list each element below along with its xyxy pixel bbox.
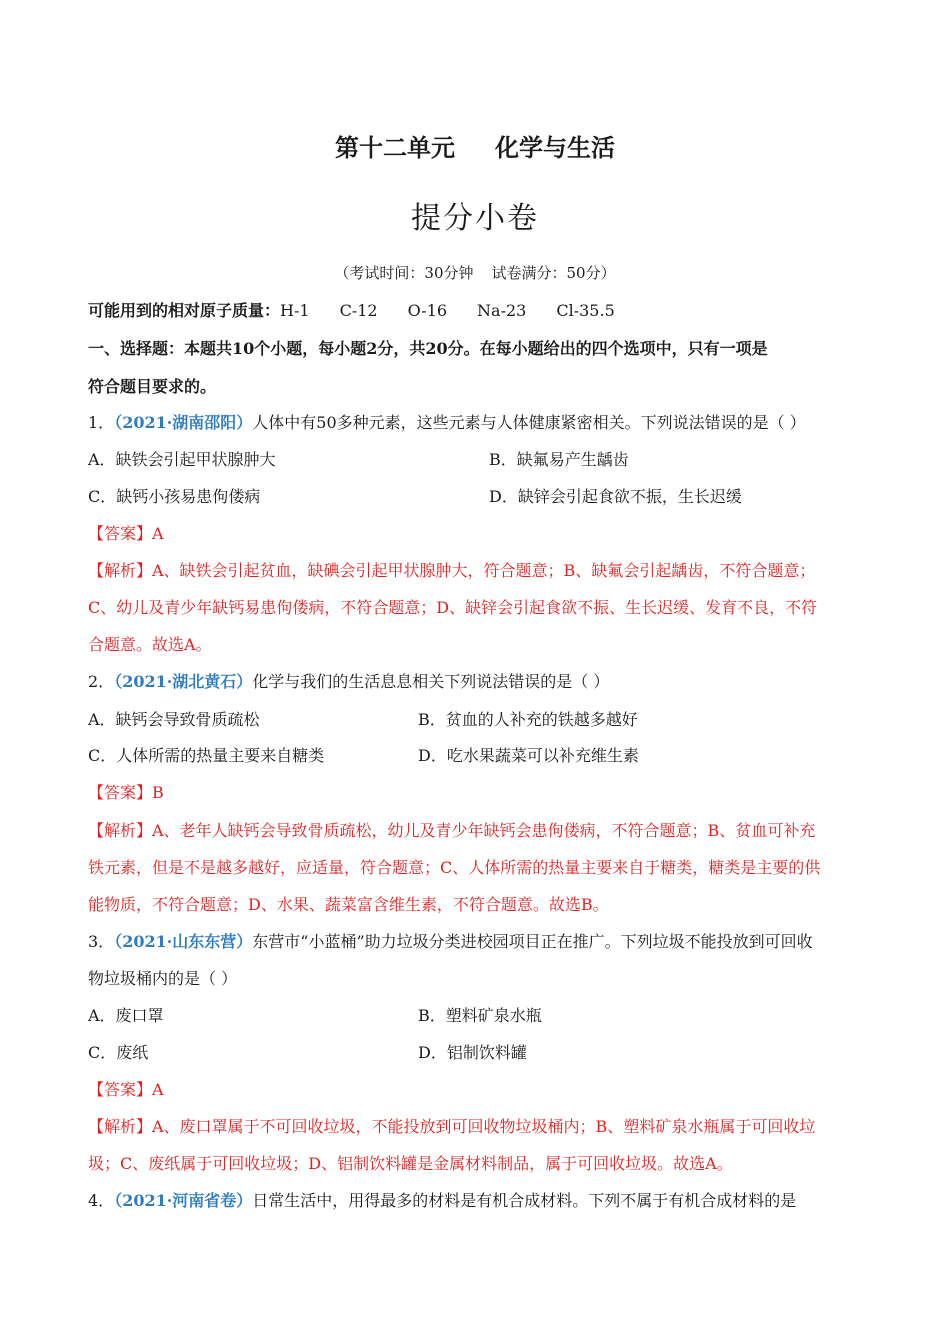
q3-option-c: C．废纸 <box>88 1043 149 1062</box>
q1-option-c: C．缺钙小孩易患佝偻病 <box>88 487 261 506</box>
question-2-stem: 2．（2021·湖北黄石）化学与我们的生活息息相关下列说法错误的是（ ） <box>88 672 610 691</box>
q1-option-b: B．缺氟易产生龋齿 <box>489 450 629 469</box>
q2-answer: 【答案】B <box>88 783 164 802</box>
q2-analysis-line: 能物质，不符合题意；D、水果、蔬菜富含维生素，不符合题意。故选B。 <box>88 895 609 914</box>
q1-analysis-line: C、幼儿及青少年缺钙易患佝偻病，不符合题意；D、缺锌会引起食欲不振、生长迟缓、发育不良，不符 <box>88 598 818 617</box>
q2-analysis-line: 【解析】A、老年人缺钙会导致骨质疏松，幼儿及青少年缺钙会患佝偻病，不符合题意；B、贫血可补充 <box>88 821 816 840</box>
question-3-stem-cont: 物垃圾桶内的是（ ） <box>88 969 238 988</box>
question-1-stem: 1．（2021·湖南邵阳）人体中有50多种元素，这些元素与人体健康紧密相关。下列说法错误的是（ ） <box>88 413 806 432</box>
q3-analysis-line: 【解析】A、废口罩属于不可回收垃圾，不能投放到可回收物垃圾桶内；B、塑料矿泉水瓶属于可回收垃 <box>88 1117 816 1136</box>
q3-option-a: A．废口罩 <box>88 1006 164 1025</box>
unit-title: 第十二单元 化学与生活 <box>335 134 615 162</box>
section-heading: 一、选择题：本题共10个小题，每小题2分，共20分。在每小题给出的四个选项中，只有一项是 <box>88 339 768 358</box>
paper-title: 提分小卷 <box>411 201 539 236</box>
atomic-mass-line: 可能用到的相对原子质量：H-1 C-12 O-16 Na-23 Cl-35.5 <box>88 301 615 320</box>
q1-analysis-line: 【解析】A、缺铁会引起贫血，缺碘会引起甲状腺肿大，符合题意；B、缺氟会引起龋齿，不符合题意； <box>88 561 816 580</box>
q2-option-a: A．缺钙会导致骨质疏松 <box>88 710 260 729</box>
q3-option-d: D．铝制饮料罐 <box>418 1043 527 1062</box>
q2-analysis-line: 铁元素，但是不是越多越好，应适量，符合题意；C、人体所需的热量主要来自于糖类，糖类是主要的供 <box>88 858 821 877</box>
exam-info: （考试时间：30分钟 试卷满分：50分） <box>334 264 616 282</box>
question-3-stem: 3．（2021·山东东营）东营市“小蓝桶”助力垃圾分类进校园项目正在推广。下列垃圾不能投放到可回收 <box>88 932 813 951</box>
q3-option-b: B．塑料矿泉水瓶 <box>418 1006 542 1025</box>
section-heading-cont: 符合题目要求的。 <box>88 377 217 396</box>
q1-option-d: D．缺锌会引起食欲不振，生长迟缓 <box>489 487 742 506</box>
question-4-stem: 4．（2021·河南省卷）日常生活中，用得最多的材料是有机合成材料。下列不属于有机合成材料的是 <box>88 1191 797 1210</box>
q2-option-d: D．吃水果蔬菜可以补充维生素 <box>418 746 639 765</box>
q1-option-a: A．缺铁会引起甲状腺肿大 <box>88 450 276 469</box>
q1-analysis-line: 合题意。故选A。 <box>88 635 212 654</box>
q3-analysis-line: 圾；C、废纸属于可回收垃圾；D、铝制饮料罐是金属材料制品，属于可回收垃圾。故选A。 <box>88 1154 733 1173</box>
q2-option-b: B．贫血的人补充的铁越多越好 <box>418 710 638 729</box>
q1-answer: 【答案】A <box>88 524 164 543</box>
q2-option-c: C．人体所需的热量主要来自糖类 <box>88 746 325 765</box>
q3-answer: 【答案】A <box>88 1080 164 1099</box>
